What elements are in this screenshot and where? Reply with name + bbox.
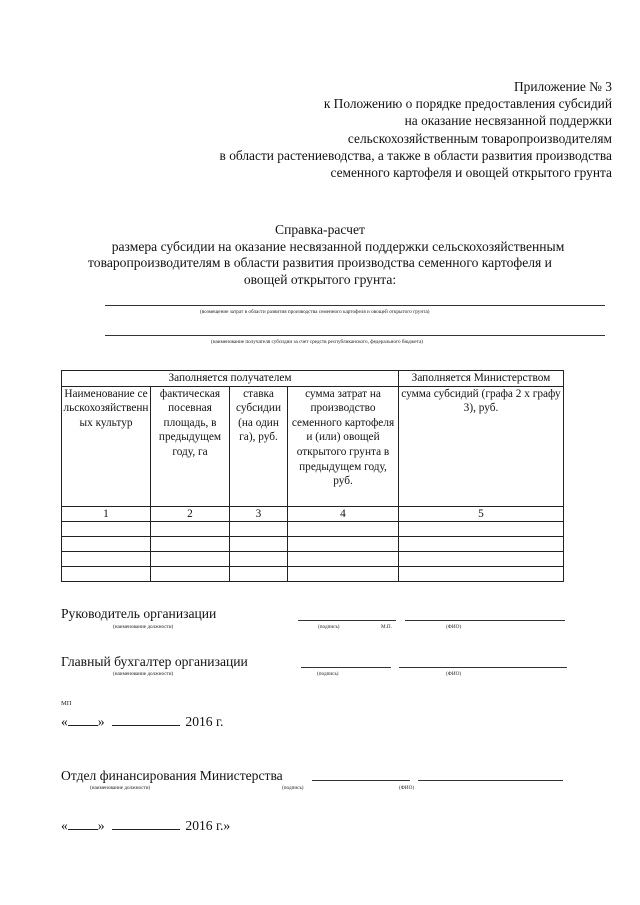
subsidy-table [61, 370, 564, 582]
accountant-signature-caption: (подпись) [317, 671, 339, 677]
col-header-subsidy: сумма субсидий (графа 2 х графу 3), руб. [399, 386, 564, 506]
appendix-line: семенного картофеля и овощей открытого грунта [330, 165, 612, 181]
table-cell[interactable] [62, 522, 151, 537]
table-cell[interactable] [151, 537, 230, 552]
col-header-area: фактическая посевная площадь, в предыдущем году, га [151, 386, 230, 506]
title-line: размера субсидии на оказание несвязанной поддержки сельскохозяйственным [111, 238, 565, 254]
col-number: 4 [288, 506, 399, 522]
date-line-1 [61, 714, 223, 730]
table-cell[interactable] [62, 537, 151, 552]
appendix-line: к Положению о порядке предоставления субсидий [323, 96, 612, 112]
table-cell[interactable] [230, 537, 288, 552]
table-row [62, 522, 564, 537]
head-name-caption: (ФИО) [446, 624, 462, 630]
table-cell[interactable] [288, 537, 399, 552]
ministry-signature-caption: (подпись) [282, 785, 304, 791]
accountant-position-caption: (наименование должности) [113, 671, 174, 677]
table-row [62, 552, 564, 567]
head-position-caption: (наименование должности) [113, 624, 174, 630]
date-day-field[interactable] [68, 714, 98, 726]
stamp-mark: МП [61, 700, 72, 707]
date-day-field[interactable] [68, 818, 98, 830]
col-header-rate: ставка субсидии (на один га), руб. [230, 386, 288, 506]
appendix-line: Приложение № 3 [513, 79, 612, 94]
table-cell[interactable] [151, 552, 230, 567]
table-cell[interactable] [230, 552, 288, 567]
group-ministry-header: Заполняется Министерством [399, 371, 564, 387]
table-cell[interactable] [399, 567, 564, 582]
head-signature-line[interactable] [298, 620, 396, 621]
appendix-line: в области растениеводства, а также в области развития производства [219, 147, 612, 163]
table-cell[interactable] [230, 522, 288, 537]
recipient-field-line[interactable] [105, 335, 605, 336]
date-close-quote: » [97, 818, 105, 833]
purpose-field-line[interactable] [105, 305, 605, 306]
table-cell[interactable] [288, 567, 399, 582]
accountant-name-caption: (ФИО) [446, 671, 462, 677]
group-recipient-header: Заполняется получателем [62, 371, 399, 387]
date-line-2 [61, 818, 230, 834]
date-year: 2016 г.» [185, 818, 231, 833]
date-open-quote: « [61, 714, 68, 729]
title-line: овощей открытого грунта: [243, 271, 397, 287]
table-cell[interactable] [288, 522, 399, 537]
table-cell[interactable] [399, 522, 564, 537]
date-close-quote: » [97, 714, 105, 729]
col-header-costs: сумма затрат на производство семенного картофеля и (или) овощей открытого грунта в предыдущем году, руб. [288, 386, 399, 506]
head-name-line[interactable] [405, 620, 565, 621]
ministry-name-line[interactable] [418, 780, 563, 781]
accountant-name-line[interactable] [399, 667, 567, 668]
col-number: 2 [151, 506, 230, 522]
document-title [0, 222, 640, 288]
col-number: 1 [62, 506, 151, 522]
table-cell[interactable] [62, 552, 151, 567]
table-cell[interactable] [151, 567, 230, 582]
table-cell[interactable] [151, 522, 230, 537]
ministry-signature-line[interactable] [312, 780, 410, 781]
head-stamp-caption: М.П. [381, 624, 392, 630]
table-cell[interactable] [288, 552, 399, 567]
col-header-crops-text: Наименование сельскохозяйственных культур [63, 387, 149, 429]
date-month-field[interactable] [112, 818, 180, 830]
appendix-header [220, 78, 612, 181]
head-signature-caption: (подпись) [318, 624, 340, 630]
date-year: 2016 г. [185, 714, 224, 729]
appendix-line: на оказание несвязанной поддержки [404, 113, 612, 129]
accountant-label: Главный бухгалтер организации [61, 654, 248, 669]
title-line: товаропроизводителям в области развития производства семенного картофеля и [88, 255, 552, 271]
table-cell[interactable] [62, 567, 151, 582]
ministry-position-caption: (наименование должности) [90, 785, 151, 791]
ministry-name-caption: (ФИО) [399, 785, 415, 791]
date-month-field[interactable] [112, 714, 180, 726]
head-label: Руководитель организации [61, 606, 217, 621]
appendix-line: сельскохозяйственным товаропроизводителям [347, 130, 612, 146]
table-row [62, 567, 564, 582]
table-cell[interactable] [230, 567, 288, 582]
ministry-label: Отдел финансирования Министерства [61, 768, 283, 783]
col-header-crops [62, 386, 151, 506]
recipient-caption: (наименование получателя субсидии за счет средств республиканского, федерального бюджета) [211, 339, 423, 345]
date-open-quote: « [61, 818, 68, 833]
table-cell[interactable] [399, 552, 564, 567]
table-cell[interactable] [399, 537, 564, 552]
col-number: 5 [399, 506, 564, 522]
title-heading: Справка-расчет [275, 222, 365, 237]
accountant-signature-line[interactable] [301, 667, 391, 668]
table-row [62, 537, 564, 552]
purpose-caption: (возмещение затрат в области развития производства семенного картофеля и овощей открытого грунта) [200, 309, 430, 315]
col-number: 3 [230, 506, 288, 522]
